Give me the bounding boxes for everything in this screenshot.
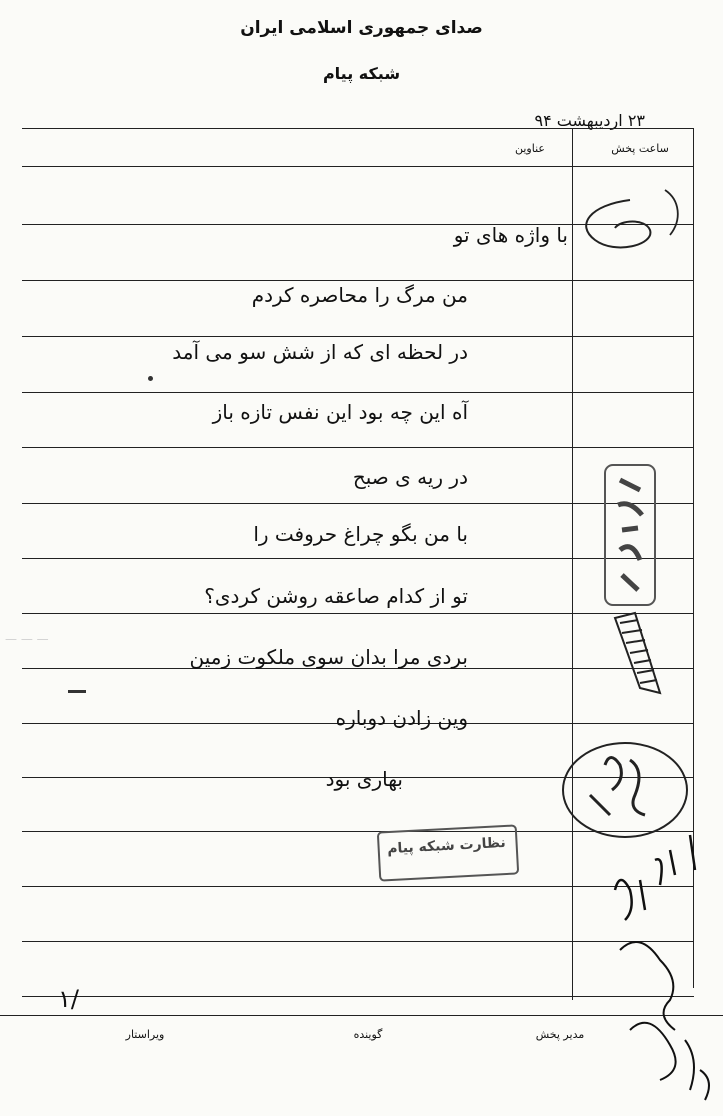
column-header-titles: عناوین xyxy=(515,142,545,155)
broadcast-date: ۲۳ اردیبهشت ۹۴ xyxy=(534,111,645,130)
handwritten-date-signature xyxy=(600,830,720,1110)
row-line xyxy=(22,280,694,281)
poem-line: من مرگ را محاصره کردم xyxy=(251,283,468,307)
column-header-time: ساعت پخش xyxy=(611,142,669,155)
row-line xyxy=(22,503,694,504)
signature-scribble-top xyxy=(570,180,700,260)
table-header-line xyxy=(22,166,694,167)
row-line xyxy=(22,392,694,393)
poem-line: با واژه های تو xyxy=(453,223,568,247)
pen-mark xyxy=(68,690,86,693)
page-number: ۱/ xyxy=(58,985,79,1013)
poem-line: بهاری بود xyxy=(325,767,403,791)
row-line xyxy=(22,558,694,559)
organization-title: صدای جمهوری اسلامی ایران xyxy=(240,18,483,38)
vertical-stamp xyxy=(600,460,662,610)
table-top-line xyxy=(22,128,694,129)
poem-line: بردی مرا بدان سوی ملکوت زمین xyxy=(189,645,468,669)
footer-editor: ویراستار xyxy=(125,1028,165,1041)
oval-signature xyxy=(550,735,690,845)
poem-line: با من بگو چراغ حروفت را xyxy=(253,522,468,546)
footer-broadcast-manager: مدیر پخش xyxy=(535,1028,585,1041)
review-stamp-text: نظارت شبکه پیام xyxy=(386,834,507,858)
network-title: شبکه پیام xyxy=(322,64,401,83)
row-line xyxy=(22,613,694,614)
poem-line: تو از کدام صاعقه روشن کردی؟ xyxy=(204,584,468,608)
row-line xyxy=(22,336,694,337)
row-line xyxy=(22,941,694,942)
poem-line: آه این چه بود این نفس تازه باز xyxy=(212,400,468,424)
bleed-through-text: — — — xyxy=(5,632,49,646)
footer-announcer: گوینده xyxy=(353,1028,383,1041)
poem-line: در لحظه ای که از شش سو می آمد xyxy=(172,340,468,364)
poem-line: در ریه ی صبح xyxy=(352,465,468,489)
hatched-mark xyxy=(610,608,670,698)
row-line xyxy=(22,886,694,887)
row-line xyxy=(22,447,694,448)
poem-line: وین زادن دوباره xyxy=(335,706,468,730)
row-line xyxy=(22,996,694,997)
ink-dot xyxy=(148,376,153,381)
